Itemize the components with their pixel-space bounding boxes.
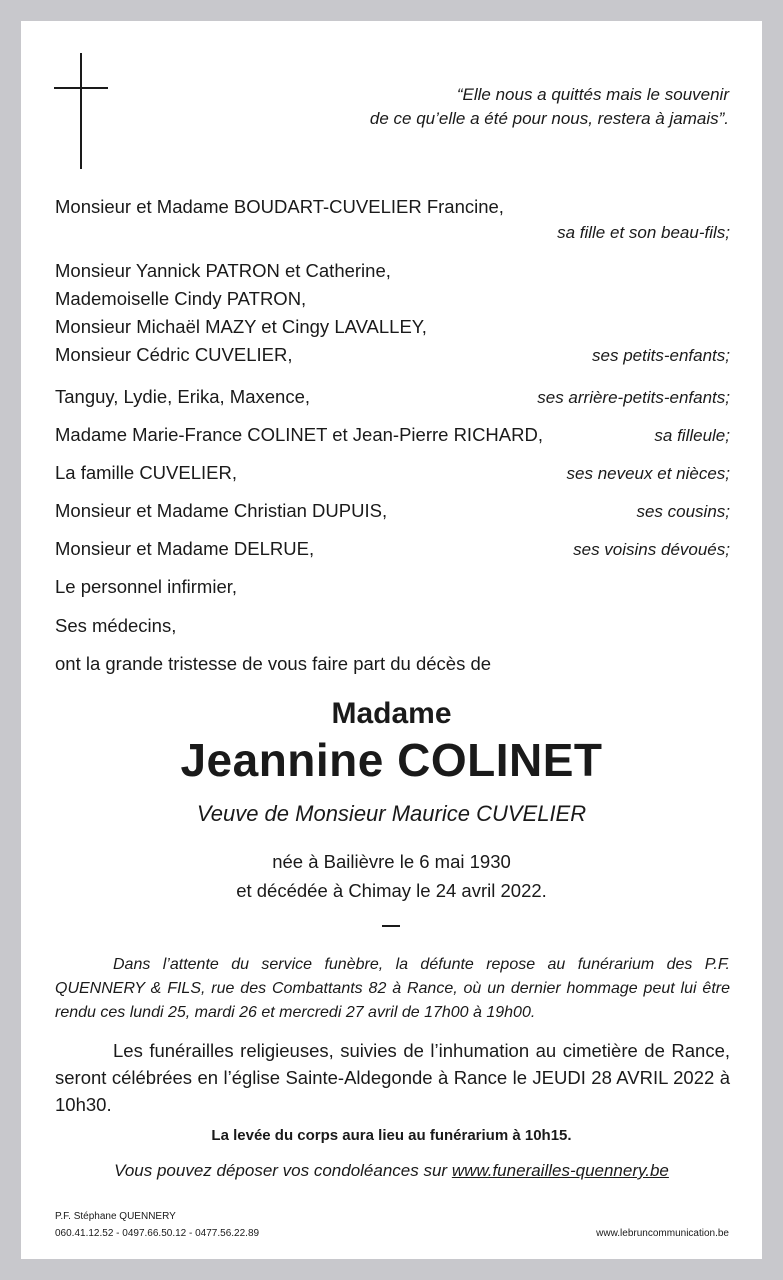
family-name: La famille CUVELIER,	[55, 462, 237, 483]
family-cousins	[55, 497, 730, 525]
family-relation: ses arrière-petits-enfants;	[537, 388, 730, 407]
family-relation: sa fille et son beau-fils;	[557, 223, 730, 242]
funeral-paragraph: Les funérailles religieuses, suivies de l’inhumation au cimetière de Rance, seront célébrées en l’église Sainte-Aldegonde à Rance le JEUDI 28 AVRIL 2022 à 10h30.	[55, 1040, 730, 1115]
family-name: Le personnel infirmier,	[55, 576, 238, 597]
family-relation: sa filleule;	[654, 426, 730, 445]
footer-company	[55, 1208, 259, 1242]
family-name: Mademoiselle Cindy PATRON,	[55, 288, 307, 309]
family-name: Monsieur Michaël MAZY et Cingy LAVALLEY,	[55, 316, 427, 337]
family-name: Monsieur Yannick PATRON et Catherine,	[55, 260, 391, 281]
family-nephews	[55, 459, 730, 487]
family-nurses	[55, 573, 730, 601]
cross-icon	[80, 53, 82, 169]
family-name: Monsieur et Madame DELRUE,	[55, 538, 315, 559]
obituary-card	[21, 21, 762, 1259]
condolences-link[interactable]: www.funerailles-quennery.be	[451, 1161, 669, 1180]
condolences	[21, 1161, 762, 1181]
cross-icon-bar	[54, 87, 108, 89]
condolences-text: Vous pouvez déposer vos condoléances sur	[114, 1161, 448, 1180]
family-name: Monsieur et Madame BOUDART-CUVELIER Francine,	[55, 196, 504, 217]
quote-line-1: “Elle nous a quittés mais le souvenir	[456, 85, 729, 104]
family-relation: ses petits-enfants;	[592, 346, 730, 365]
repose-paragraph: Dans l’attente du service funèbre, la défunte repose au funérarium des P.F. QUENNERY & FILS, rue des Combattants 82 à Rance, où un dernier hommage peut lui être rendu ces lundi 25, mardi 26 et mercredi 27 avril de 17h00 à 19h00.	[55, 956, 730, 1021]
birth-death	[21, 847, 762, 905]
family-doctors	[55, 612, 730, 640]
deceased-title: Madame	[331, 697, 452, 730]
quote	[370, 83, 729, 131]
company-phones: 060.41.12.52 - 0497.66.50.12 - 0477.56.22.89	[55, 1228, 260, 1239]
family-relation: ses cousins;	[636, 502, 730, 521]
family-name: Madame Marie-France COLINET et Jean-Pierre RICHARD,	[55, 424, 543, 445]
family-grandchildren	[55, 257, 730, 369]
levee-notice: La levée du corps aura lieu au funérarium à 10h15.	[211, 1127, 572, 1144]
announcement	[55, 650, 730, 678]
quote-line-2: de ce qu’elle a été pour nous, restera à jamais”.	[369, 109, 729, 128]
family-neighbours	[55, 535, 730, 563]
company-name: P.F. Stéphane QUENNERY	[55, 1211, 176, 1222]
birth-line: née à Bailièvre le 6 mai 1930	[272, 851, 511, 872]
death-line: et décédée à Chimay le 24 avril 2022.	[236, 880, 547, 901]
announcement-text: ont la grande tristesse de vous faire part du décès de	[55, 653, 492, 674]
family-great-grandchildren	[55, 383, 730, 411]
family-name: Monsieur et Madame Christian DUPUIS,	[55, 500, 388, 521]
family-relation: ses neveux et nièces;	[566, 464, 730, 483]
family-name: Tanguy, Lydie, Erika, Maxence,	[55, 386, 311, 407]
divider	[382, 925, 400, 927]
family-name: Monsieur Cédric CUVELIER,	[55, 344, 293, 365]
family-name: Ses médecins,	[55, 615, 177, 636]
printer-credit: www.lebruncommunication.be	[596, 1228, 729, 1239]
family-goddaughter	[55, 421, 730, 449]
deceased-name: Jeannine COLINET	[180, 734, 603, 786]
widow-of: Veuve de Monsieur Maurice CUVELIER	[196, 801, 587, 826]
family-relation: ses voisins dévoués;	[573, 540, 730, 559]
family-daughter	[55, 193, 730, 245]
